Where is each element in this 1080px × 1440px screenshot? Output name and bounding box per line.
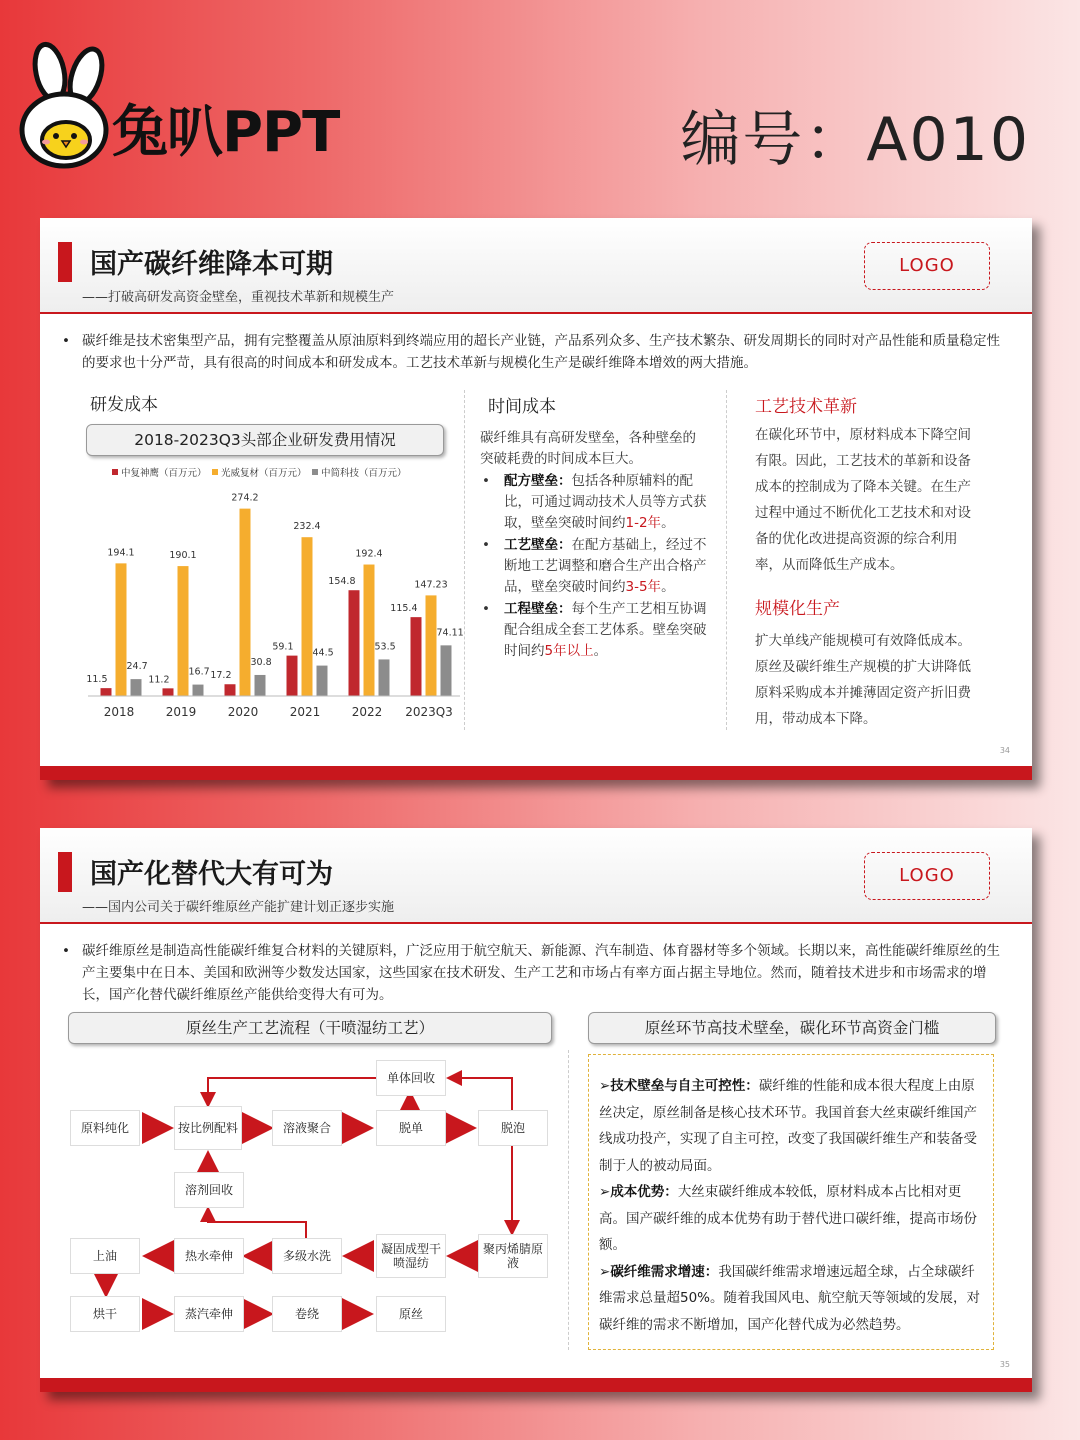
advantage-text: 我国碳纤维需求增速远超全球，占全球碳纤维需求总量超50%。随着我国风电、航空航天等领域的发展，对碳纤维的需求不断增加，国产化替代成为必然趋势。: [599, 1263, 981, 1333]
time-intro: 碳纤维具有高研发壁垒，各种壁垒的突破耗费的时间成本巨大。: [480, 430, 696, 467]
time-item-end: 。: [661, 579, 675, 595]
advantage-item: [599, 1073, 983, 1179]
logo-placeholder: LOGO: [864, 852, 990, 900]
advantages-box: [588, 1054, 994, 1350]
data-label: 44.5: [312, 647, 334, 659]
x-tick-label: 2018: [103, 705, 135, 719]
data-label: 24.7: [126, 661, 148, 673]
data-label: 190.1: [169, 550, 197, 562]
time-cost-title: 时间成本: [488, 397, 556, 417]
legend-swatch: [112, 469, 118, 475]
data-label: 17.2: [210, 670, 232, 682]
slide-title: 国产碳纤维降本可期: [90, 249, 333, 280]
legend-label: 中简科技（百万元）: [321, 468, 407, 479]
x-tick-label: 2019: [165, 705, 197, 719]
data-label: 11.2: [148, 674, 170, 686]
time-item: [480, 471, 708, 534]
x-tick-label: 2023Q3: [405, 705, 453, 719]
slide-subtitle: ——国内公司关于碳纤维原丝产能扩建计划正逐步实施: [82, 900, 395, 915]
time-item-duration: 5年以上: [544, 643, 594, 659]
advantage-text: 碳纤维的性能和成本很大程度上由原丝决定，原丝制备是核心技术环节。我国首套大丝束碳纤维国产线成功投产，实现了自主可控，改变了我国碳纤维生产和装备受制于人的被动局面。: [599, 1078, 977, 1174]
data-label: 232.4: [293, 521, 321, 533]
flow-hot-water-stretch: 热水牵伸: [174, 1238, 244, 1274]
x-tick-label: 2022: [351, 705, 383, 719]
intro-text: 碳纤维原丝是制造高性能碳纤维复合材料的关键原料，广泛应用于航空航天、新能源、汽车制造、体育器材等多个领域。长期以来，高性能碳纤维原丝的生产主要集中在日本、美国和欧洲等少数发达国家，这些国家在技术研发、生产工艺和市场占有率方面占据主导地位。然而，随着技术进步和市场需求的增长，国产化替代碳纤维原丝产能供给变得大有可为。: [82, 943, 1000, 1003]
chart-bar: [178, 566, 189, 696]
chart-bar: [163, 688, 174, 696]
chart-bar: [317, 666, 328, 696]
template-code: 编号：A010: [680, 105, 1030, 175]
data-label: 11.5: [86, 674, 108, 686]
flow-demonomer: 脱单: [376, 1110, 446, 1146]
chart-bar: [101, 688, 112, 696]
data-label: 147.23: [414, 579, 448, 591]
chart-bar: [131, 679, 142, 696]
slide-subtitle: ——打破高研发高资金壁垒，重视技术革新和规模生产: [82, 290, 395, 305]
chart-bar: [225, 684, 236, 696]
advantage-label: 成本优势：: [610, 1184, 678, 1200]
flow-ratio-mix: 按比例配料: [174, 1106, 242, 1150]
flow-solvent-recovery: 溶剂回收: [174, 1172, 244, 1208]
slide-domestic-substitution: [40, 828, 1032, 1392]
time-item-label: 工艺壁垒：: [504, 537, 572, 553]
bottom-red-band: [40, 766, 1032, 780]
column-divider: [464, 390, 465, 730]
data-label: 154.8: [328, 576, 356, 588]
data-label: 74.11: [436, 627, 464, 639]
flow-coagulation: 凝固成型干喷湿纺: [376, 1234, 446, 1278]
time-item-duration: 1-2年: [625, 515, 662, 531]
time-item-duration: 3-5年: [625, 579, 662, 595]
time-cost-content: [480, 428, 708, 663]
flow-precursor: 原丝: [376, 1296, 446, 1332]
data-label: 115.4: [390, 603, 418, 615]
column-divider: [568, 1050, 569, 1350]
flow-steam-stretch: 蒸汽牵伸: [174, 1296, 244, 1332]
chart-title-pill: 2018-2023Q3头部企业研发费用情况: [86, 424, 444, 456]
bullet-dot: •: [62, 333, 70, 349]
advantage-item: [599, 1179, 983, 1259]
data-label: 30.8: [250, 656, 272, 668]
column-divider: [726, 390, 727, 730]
flow-pan-solution: 聚丙烯腈原液: [478, 1234, 548, 1278]
chart-bar: [441, 645, 452, 696]
bullet-dot: •: [62, 943, 70, 959]
intro-paragraph: [62, 330, 1012, 374]
flow-drying: 烘干: [70, 1296, 140, 1332]
chart-bar: [379, 659, 390, 696]
flow-defoam: 脱泡: [478, 1110, 548, 1146]
page-number: 34: [999, 746, 1010, 755]
chevron-right-icon: ➢: [599, 1184, 611, 1200]
chart-bar: [240, 509, 251, 696]
chart-bar: [116, 563, 127, 696]
chart-bar: [426, 595, 437, 696]
slide-cost-reduction: [40, 218, 1032, 780]
advantage-label: 技术壁垒与自主可控性：: [610, 1078, 759, 1094]
brand-name: 兔叭PPT: [112, 100, 340, 165]
legend-label: 中复神鹰（百万元）: [121, 468, 207, 479]
legend-label: 光威复材（百万元）: [221, 468, 307, 479]
legend-swatch: [212, 469, 218, 475]
chart-bar: [411, 617, 422, 696]
slide-header: [40, 218, 1032, 314]
flow-monomer-recovery: 单体回收: [376, 1060, 446, 1096]
scale-production-title: 规模化生产: [755, 599, 840, 619]
time-item-text: 在配方基础上，经过不断地工艺调整和磨合生产出合格产品，壁垒突破时间约: [504, 537, 707, 595]
chart-bar: [302, 537, 313, 696]
time-item-label: 配方壁垒：: [504, 473, 572, 489]
logo-placeholder: LOGO: [864, 242, 990, 290]
advantage-label: 碳纤维需求增速：: [610, 1263, 719, 1280]
flow-raw-purify: 原料纯化: [70, 1110, 140, 1146]
intro-text: 碳纤维是技术密集型产品，拥有完整覆盖从原油原料到终端应用的超长产业链，产品系列众多、生产技术繁杂、研发周期长的同时对产品性能和质量稳定性的要求也十分严苛，具有很高的时间成本和研发成本。工艺技术革新与规模化生产是碳纤维降本增效的两大措施。: [82, 333, 1000, 371]
data-label: 53.5: [374, 641, 396, 653]
data-label: 192.4: [355, 548, 383, 560]
flow-solution-poly: 溶液聚合: [272, 1110, 342, 1146]
title-accent-bar: [58, 242, 72, 282]
legend-swatch: [312, 469, 318, 475]
flow-oiling: 上油: [70, 1238, 140, 1274]
x-tick-label: 2021: [289, 705, 321, 719]
data-label: 59.1: [272, 641, 294, 653]
time-item-end: 。: [593, 643, 608, 659]
flow-winding: 卷绕: [272, 1296, 342, 1332]
chart-bar: [364, 565, 375, 696]
page-number: 35: [999, 1360, 1010, 1369]
chevron-right-icon: ➢: [599, 1263, 611, 1280]
chart-bar: [255, 675, 266, 696]
time-item: [480, 535, 708, 598]
x-tick-label: 2020: [227, 705, 259, 719]
rd-expense-bar-chart: [80, 466, 464, 726]
time-item: [480, 599, 708, 662]
data-label: 194.1: [107, 547, 135, 559]
process-flow-pill: 原丝生产工艺流程（干喷湿纺工艺）: [68, 1012, 552, 1044]
rd-cost-title: 研发成本: [90, 395, 158, 415]
chart-bar: [193, 685, 204, 696]
advantage-item: [599, 1259, 983, 1339]
barriers-pill: 原丝环节高技术壁垒，碳化环节高资金门槛: [588, 1012, 996, 1044]
flow-arrow: [450, 1078, 512, 1110]
chart-bar: [287, 656, 298, 696]
data-label: 274.2: [231, 492, 259, 504]
slide-title: 国产化替代大有可为: [90, 859, 333, 890]
data-label: 16.7: [188, 666, 210, 678]
scale-production-text: 扩大单线产能规模可有效降低成本。原丝及碳纤维生产规模的扩大讲降低原料采购成本并摊薄固定资产折旧费用，带动成本下降。: [755, 633, 971, 727]
flow-multi-wash: 多级水洗: [272, 1238, 342, 1274]
chevron-right-icon: ➢: [599, 1078, 611, 1094]
time-item-text: 每个生产工艺相互协调配合组成全套工艺体系。壁垒突破时间约: [504, 601, 707, 659]
flow-arrow: [208, 1210, 306, 1238]
tech-innovation-title: 工艺技术革新: [755, 397, 857, 417]
time-item-label: 工程壁垒：: [504, 601, 572, 617]
advantage-text: 大丝束碳纤维成本较低，原材料成本占比相对更高。国产碳纤维的成本优势有助于替代进口碳纤维，提高市场份额。: [599, 1184, 977, 1253]
chart-bar: [349, 590, 360, 696]
time-item-text: 包括各种原辅料的配比，可通过调动技术人员等方式获取，壁垒突破时间约: [504, 473, 707, 531]
bottom-red-band: [40, 1378, 1032, 1392]
time-item-end: 。: [661, 515, 675, 531]
tech-innovation-text: 在碳化环节中，原材料成本下降空间有限。因此，工艺技术的革新和设备成本的控制成为了降本关键。在生产过程中通过不断优化工艺技术和对设备的优化改进提高资源的综合利用率，从而降低生产成本。: [755, 427, 971, 573]
flow-arrow: [208, 1078, 376, 1104]
